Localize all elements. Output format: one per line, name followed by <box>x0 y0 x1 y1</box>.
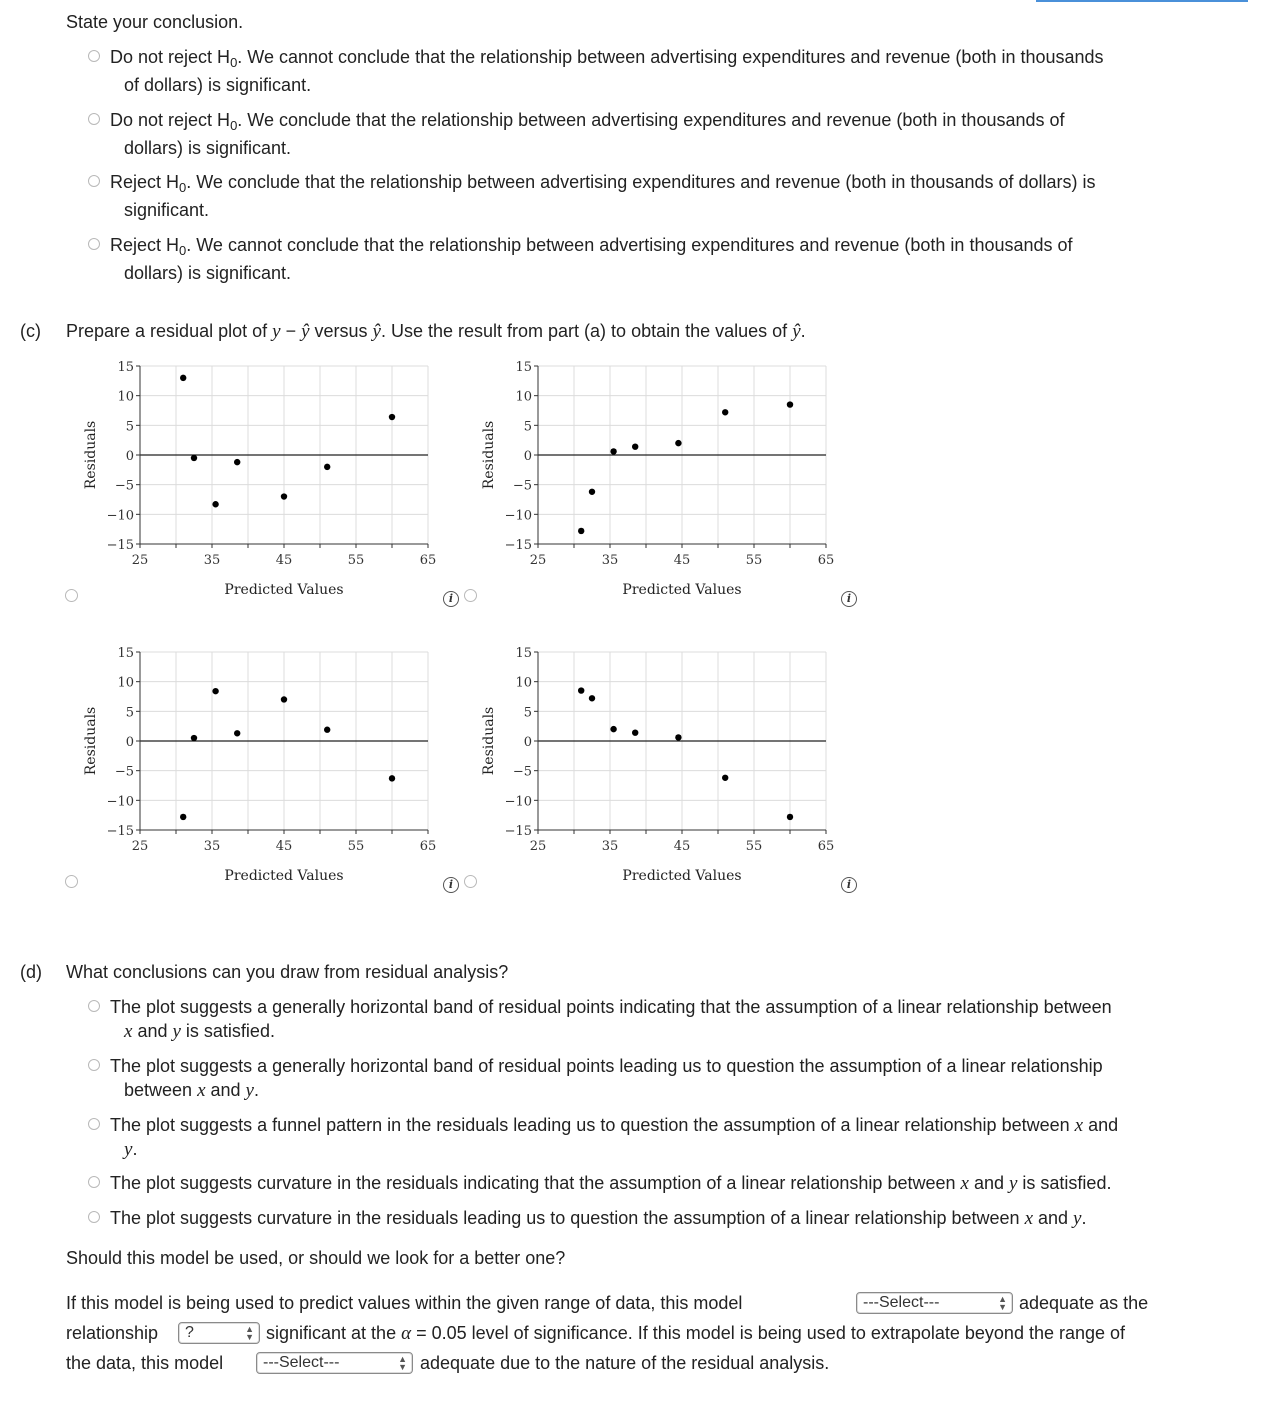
x-tick-label: 65 <box>419 553 437 568</box>
fill-line-1: If this model is being used to predict values within the given range of data, this model <box>66 1293 743 1313</box>
y-tick-label: 15 <box>117 646 134 661</box>
option-text: . We conclude that the relationship between advertising expenditures and revenue (both in thousands of <box>237 110 1065 130</box>
data-point <box>632 729 638 735</box>
option-text-cont: dollars) is significant. <box>124 138 292 158</box>
option-text: . We cannot conclude that the relationship between advertising expenditures and revenue (both in thousands of <box>186 235 1073 255</box>
fill-text: the data, this model <box>66 1353 224 1373</box>
data-point <box>324 727 330 733</box>
y-tick-label: −5 <box>512 764 532 780</box>
y-tick-label: 15 <box>117 360 134 375</box>
data-point <box>389 414 395 420</box>
y-tick-label: −15 <box>106 538 134 553</box>
data-point <box>324 464 330 470</box>
option-text: The plot suggests curvature in the residuals leading us to question the assumption of a linear relationship between x and y. <box>110 1208 1087 1229</box>
y-tick-label: 0 <box>125 449 134 464</box>
data-point <box>589 695 595 701</box>
data-point <box>675 440 681 446</box>
part-d-prompt: What conclusions can you draw from residual analysis? <box>66 962 509 982</box>
chevron-updown-icon: ▲ ▼ <box>998 1294 1007 1312</box>
option-text-cont: y. <box>124 1139 138 1160</box>
fill-line-2: significant at the α = 0.05 level of significance. If this model is being used to extrapolate beyond the range of <box>266 1323 1126 1344</box>
plot-radio-2[interactable] <box>464 589 477 602</box>
data-point <box>787 401 793 407</box>
y-axis-title: Residuals <box>481 706 497 776</box>
option-text-cont: dollars) is significant. <box>124 263 292 283</box>
select-value: ---Select--- <box>263 1354 340 1371</box>
x-tick-label: 35 <box>601 839 619 854</box>
x-tick-label: 55 <box>745 839 763 854</box>
subscript: 0 <box>230 55 238 70</box>
plot-radio-3[interactable] <box>65 875 78 888</box>
x-axis-title: Predicted Values <box>224 868 344 884</box>
data-point <box>191 735 197 741</box>
x-axis-title: Predicted Values <box>622 868 742 884</box>
data-point <box>578 528 584 534</box>
y-tick-label: −10 <box>106 508 134 524</box>
y-tick-label: 5 <box>523 419 532 435</box>
y-tick-label: 10 <box>117 675 134 691</box>
y-tick-label: 0 <box>523 449 532 464</box>
x-tick-label: 25 <box>529 839 547 854</box>
y-tick-label: 5 <box>125 705 134 721</box>
subscript: 0 <box>179 180 187 195</box>
option-text-cont: significant. <box>124 200 210 220</box>
radio-button[interactable] <box>88 1118 100 1130</box>
fill-text: adequate as the <box>1019 1293 1149 1313</box>
y-tick-label: 0 <box>523 735 532 750</box>
option-text: The plot suggests a generally horizontal band of residual points indicating that the assumption of a linear relationship between <box>110 997 1112 1017</box>
data-point <box>632 443 638 449</box>
part-c-label: (c) <box>20 321 41 341</box>
x-tick-label: 25 <box>131 553 149 568</box>
data-point <box>281 696 287 702</box>
option-text-cont: of dollars) is significant. <box>124 75 312 95</box>
x-tick-label: 55 <box>745 553 763 568</box>
y-axis-title: Residuals <box>83 420 99 490</box>
option-text: Do not reject H <box>110 47 231 67</box>
y-tick-label: −15 <box>106 824 134 839</box>
y-tick-label: −10 <box>504 508 532 524</box>
fill-text: relationship <box>66 1323 159 1343</box>
y-tick-label: 0 <box>125 735 134 750</box>
y-axis-title: Residuals <box>83 706 99 776</box>
x-tick-label: 25 <box>529 553 547 568</box>
chevron-updown-icon: ▲ ▼ <box>398 1354 407 1372</box>
data-point <box>722 409 728 415</box>
option-text: The plot suggests a funnel pattern in the residuals leading us to question the assumption of a linear relationship between x and <box>110 1115 1119 1136</box>
y-tick-label: 10 <box>515 389 532 405</box>
y-tick-label: −15 <box>504 824 532 839</box>
chevron-updown-icon: ▲ ▼ <box>245 1324 254 1342</box>
data-point <box>722 775 728 781</box>
subscript: 0 <box>179 243 187 258</box>
data-point <box>212 688 218 694</box>
data-point <box>389 775 395 781</box>
select-value: ? <box>185 1324 194 1341</box>
data-point <box>578 687 584 693</box>
significance-select[interactable] <box>178 1322 260 1344</box>
y-tick-label: −5 <box>114 764 134 780</box>
select-value: ---Select--- <box>863 1294 940 1311</box>
info-icon[interactable]: i <box>841 877 857 893</box>
data-point <box>281 493 287 499</box>
data-point <box>191 455 197 461</box>
data-point <box>180 375 186 381</box>
y-tick-label: −15 <box>504 538 532 553</box>
subscript: 0 <box>230 118 238 133</box>
x-tick-label: 55 <box>347 553 365 568</box>
y-tick-label: 10 <box>515 675 532 691</box>
y-tick-label: 5 <box>523 705 532 721</box>
radio-button[interactable] <box>88 1211 100 1223</box>
conclusion-prompt: State your conclusion. <box>66 12 244 32</box>
x-tick-label: 45 <box>673 839 691 854</box>
x-tick-label: 55 <box>347 839 365 854</box>
x-tick-label: 35 <box>203 553 221 568</box>
data-point <box>234 459 240 465</box>
radio-button[interactable] <box>88 1176 100 1188</box>
y-tick-label: 15 <box>515 646 532 661</box>
data-point <box>180 814 186 820</box>
y-tick-label: −5 <box>114 478 134 494</box>
x-tick-label: 65 <box>419 839 437 854</box>
option-text: . We cannot conclude that the relationship between advertising expenditures and revenue (both in thousands <box>237 47 1104 67</box>
option-text: Do not reject H <box>110 110 231 130</box>
data-point <box>212 501 218 507</box>
x-tick-label: 45 <box>673 553 691 568</box>
y-tick-label: −10 <box>106 794 134 810</box>
x-tick-label: 65 <box>817 839 835 854</box>
part-c-prompt: Prepare a residual plot of y − ŷ versus ŷ. Use the result from part (a) to obtain the values of ŷ. <box>66 321 806 342</box>
data-point <box>589 489 595 495</box>
option-text: Reject H <box>110 172 180 192</box>
x-tick-label: 65 <box>817 553 835 568</box>
extrapolation-select[interactable] <box>256 1352 413 1374</box>
data-point <box>675 734 681 740</box>
info-icon[interactable]: i <box>443 591 459 607</box>
x-tick-label: 45 <box>275 839 293 854</box>
info-icon[interactable]: i <box>443 877 459 893</box>
x-axis-title: Predicted Values <box>224 582 344 598</box>
option-text: The plot suggests a generally horizontal band of residual points leading us to question the assumption of a linear relationship <box>110 1056 1103 1076</box>
option-text: Reject H <box>110 235 180 255</box>
model-question: Should this model be used, or should we look for a better one? <box>66 1248 566 1268</box>
option-text-cont: between x and y. <box>124 1080 259 1101</box>
plot-radio-1[interactable] <box>65 589 78 602</box>
x-tick-label: 45 <box>275 553 293 568</box>
x-axis-title: Predicted Values <box>622 582 742 598</box>
fill-text: adequate due to the nature of the residual analysis. <box>420 1353 830 1373</box>
option-text: The plot suggests curvature in the residuals indicating that the assumption of a linear relationship between x and y is satisfied. <box>110 1173 1112 1194</box>
data-point <box>610 448 616 454</box>
option-text: . We conclude that the relationship between advertising expenditures and revenue (both in thousands of dollars) is <box>186 172 1096 192</box>
x-tick-label: 35 <box>601 553 619 568</box>
part-d-label: (d) <box>20 962 42 982</box>
data-point <box>610 726 616 732</box>
y-tick-label: −10 <box>504 794 532 810</box>
info-icon[interactable]: i <box>841 591 857 607</box>
radio-button[interactable] <box>88 1000 100 1012</box>
radio-button[interactable] <box>88 1059 100 1071</box>
x-tick-label: 35 <box>203 839 221 854</box>
y-tick-label: −5 <box>512 478 532 494</box>
data-point <box>234 730 240 736</box>
data-point <box>787 814 793 820</box>
plot-radio-4[interactable] <box>464 875 477 888</box>
x-tick-label: 25 <box>131 839 149 854</box>
y-tick-label: 15 <box>515 360 532 375</box>
y-axis-title: Residuals <box>481 420 497 490</box>
model-adequacy-select[interactable] <box>856 1292 1013 1314</box>
option-text-cont: x and y is satisfied. <box>124 1021 275 1042</box>
y-tick-label: 10 <box>117 389 134 405</box>
y-tick-label: 5 <box>125 419 134 435</box>
